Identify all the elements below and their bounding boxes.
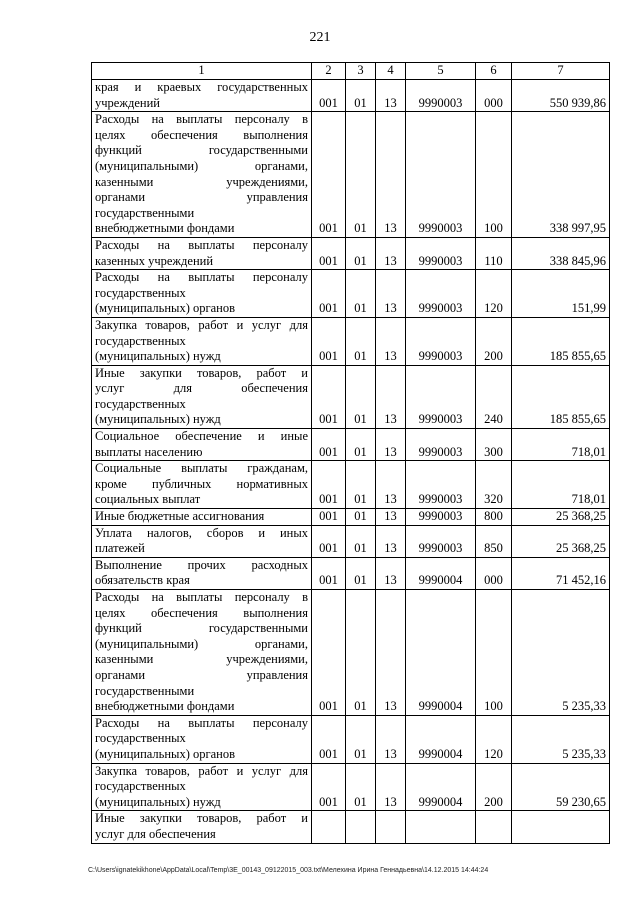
expense-name-line: Уплата налогов, сборов и иных: [95, 525, 308, 540]
expense-type-cell: 120: [476, 270, 512, 318]
table-row: [92, 715, 610, 763]
expense-name-cell: [92, 715, 312, 763]
expense-type-cell: 300: [476, 429, 512, 461]
amount-cell: 718,01: [512, 429, 610, 461]
expense-name-line: (муниципальных) органов: [95, 301, 236, 316]
expense-name-line: функций государственными: [95, 143, 308, 158]
amount-cell: 151,99: [512, 270, 610, 318]
expense-name-line: казенными учреждениями,: [95, 652, 308, 667]
expense-name-line: органами управления: [95, 190, 308, 205]
expense-name-cell: [92, 811, 312, 843]
expense-type-cell: 100: [476, 590, 512, 716]
chapter-code-cell: 001: [312, 590, 346, 716]
table-row: [92, 112, 610, 238]
amount-cell: [512, 811, 610, 843]
column-header: 3: [346, 63, 376, 80]
expense-name-line: государственными: [95, 683, 195, 698]
expense-name-line: Иные закупки товаров, работ и: [95, 811, 308, 826]
expense-name-cell: [92, 429, 312, 461]
target-article-cell: 9990003: [406, 461, 476, 509]
expense-name-line: выплаты населению: [95, 444, 203, 459]
expense-name-line: государственных: [95, 333, 186, 348]
target-article-cell: 9990004: [406, 763, 476, 811]
target-article-cell: 9990003: [406, 429, 476, 461]
target-article-cell: 9990004: [406, 715, 476, 763]
section-code-cell: 01: [346, 365, 376, 428]
chapter-code-cell: 001: [312, 525, 346, 557]
expense-name-line: (муниципальными) органами,: [95, 636, 308, 651]
subsection-code-cell: [376, 811, 406, 843]
expense-name-line: государственных: [95, 285, 186, 300]
target-article-cell: [406, 811, 476, 843]
chapter-code-cell: 001: [312, 112, 346, 238]
expense-name-cell: [92, 461, 312, 509]
subsection-code-cell: 13: [376, 112, 406, 238]
expense-name-cell: [92, 237, 312, 269]
chapter-code-cell: 001: [312, 509, 346, 526]
expense-type-cell: 200: [476, 317, 512, 365]
expense-name-line: функций государственными: [95, 621, 308, 636]
section-code-cell: 01: [346, 590, 376, 716]
subsection-code-cell: 13: [376, 429, 406, 461]
expense-name-line: казенными учреждениями,: [95, 174, 308, 189]
expense-name-line: казенных учреждений: [95, 253, 214, 268]
expense-type-cell: 120: [476, 715, 512, 763]
chapter-code-cell: 001: [312, 317, 346, 365]
amount-cell: 185 855,65: [512, 365, 610, 428]
expense-name-line: социальных выплат: [95, 492, 201, 507]
expense-name-cell: [92, 763, 312, 811]
target-article-cell: 9990003: [406, 317, 476, 365]
table-row: [92, 461, 610, 509]
expense-name-line: (муниципальных) нужд: [95, 412, 221, 427]
section-code-cell: 01: [346, 525, 376, 557]
expense-name-line: кроме публичных нормативных: [95, 476, 308, 491]
expense-name-line: государственных: [95, 396, 186, 411]
table-row: [92, 525, 610, 557]
expense-name-line: Закупка товаров, работ и услуг для: [95, 763, 308, 778]
subsection-code-cell: 13: [376, 270, 406, 318]
section-code-cell: 01: [346, 461, 376, 509]
section-code-cell: 01: [346, 237, 376, 269]
amount-cell: 5 235,33: [512, 715, 610, 763]
amount-cell: 25 368,25: [512, 525, 610, 557]
expense-name-line: Расходы на выплаты персоналу в: [95, 590, 308, 604]
expense-name-cell: [92, 112, 312, 238]
expense-name-line: (муниципальных) нужд: [95, 349, 221, 364]
subsection-code-cell: 13: [376, 317, 406, 365]
target-article-cell: 9990003: [406, 365, 476, 428]
subsection-code-cell: 13: [376, 365, 406, 428]
expense-name-line: Социальные выплаты гражданам,: [95, 461, 308, 476]
chapter-code-cell: 001: [312, 365, 346, 428]
expense-type-cell: 320: [476, 461, 512, 509]
table-row: [92, 509, 610, 526]
expense-name-cell: [92, 317, 312, 365]
subsection-code-cell: 13: [376, 80, 406, 112]
expense-name-line: Расходы на выплаты персоналу: [95, 270, 308, 285]
target-article-cell: 9990003: [406, 80, 476, 112]
section-code-cell: 01: [346, 557, 376, 589]
table-row: [92, 365, 610, 428]
expense-name-line: внебюджетными фондами: [95, 699, 235, 714]
amount-cell: 338 997,95: [512, 112, 610, 238]
expense-name-line: Социальное обеспечение и иные: [95, 429, 308, 444]
subsection-code-cell: 13: [376, 237, 406, 269]
expense-name-line: Иные бюджетные ассигнования: [95, 509, 265, 524]
expense-name-line: Расходы на выплаты персоналу в: [95, 112, 308, 127]
expense-name-cell: [92, 509, 312, 526]
chapter-code-cell: 001: [312, 80, 346, 112]
expense-type-cell: 110: [476, 237, 512, 269]
target-article-cell: 9990004: [406, 557, 476, 589]
section-code-cell: 01: [346, 112, 376, 238]
expense-name-line: края и краевых государственных: [95, 80, 308, 94]
table-row: [92, 270, 610, 318]
target-article-cell: 9990003: [406, 112, 476, 238]
expense-name-cell: [92, 525, 312, 557]
expense-type-cell: [476, 811, 512, 843]
section-code-cell: 01: [346, 270, 376, 318]
file-path-footer: C:\Users\ignatekikhone\AppData\Local\Temp\3E_00143_09122015_003.txt\Мелехина Ирина Геннадьевна\14.12.2015 14:44:24: [88, 867, 489, 874]
subsection-code-cell: 13: [376, 509, 406, 526]
column-header: 7: [512, 63, 610, 80]
chapter-code-cell: 001: [312, 461, 346, 509]
expense-name-line: услуг для обеспечения: [95, 826, 216, 841]
budget-table: [91, 62, 610, 844]
amount-cell: 5 235,33: [512, 590, 610, 716]
table-row: [92, 590, 610, 716]
table-row: [92, 557, 610, 589]
column-header: 4: [376, 63, 406, 80]
expense-name-line: Выполнение прочих расходных: [95, 557, 308, 572]
table-row: [92, 80, 610, 112]
expense-type-cell: 000: [476, 80, 512, 112]
table-body: [92, 80, 610, 844]
target-article-cell: 9990003: [406, 509, 476, 526]
expense-type-cell: 000: [476, 557, 512, 589]
table-row: [92, 763, 610, 811]
chapter-code-cell: 001: [312, 237, 346, 269]
section-code-cell: 01: [346, 80, 376, 112]
section-code-cell: 01: [346, 509, 376, 526]
subsection-code-cell: 13: [376, 525, 406, 557]
expense-name-line: государственных: [95, 731, 186, 746]
subsection-code-cell: 13: [376, 557, 406, 589]
expense-name-line: (муниципальных) нужд: [95, 794, 221, 809]
amount-cell: 185 855,65: [512, 317, 610, 365]
subsection-code-cell: 13: [376, 590, 406, 716]
section-code-cell: 01: [346, 715, 376, 763]
chapter-code-cell: 001: [312, 715, 346, 763]
section-code-cell: 01: [346, 763, 376, 811]
expense-name-line: (муниципальных) органов: [95, 746, 236, 761]
target-article-cell: 9990003: [406, 525, 476, 557]
column-header: 1: [92, 63, 312, 80]
expense-name-line: Расходы на выплаты персоналу: [95, 715, 308, 730]
amount-cell: 25 368,25: [512, 509, 610, 526]
amount-cell: 550 939,86: [512, 80, 610, 112]
expense-type-cell: 200: [476, 763, 512, 811]
chapter-code-cell: [312, 811, 346, 843]
amount-cell: 718,01: [512, 461, 610, 509]
subsection-code-cell: 13: [376, 763, 406, 811]
expense-name-line: целях обеспечения выполнения: [95, 605, 308, 620]
expense-type-cell: 100: [476, 112, 512, 238]
subsection-code-cell: 13: [376, 715, 406, 763]
table-header-row: [92, 63, 610, 80]
section-code-cell: 01: [346, 317, 376, 365]
expense-name-line: обязательств края: [95, 573, 190, 588]
target-article-cell: 9990003: [406, 270, 476, 318]
table-row: [92, 429, 610, 461]
subsection-code-cell: 13: [376, 461, 406, 509]
expense-type-cell: 850: [476, 525, 512, 557]
expense-name-line: целях обеспечения выполнения: [95, 127, 308, 142]
expense-name-line: государственными: [95, 205, 195, 220]
expense-name-line: Иные закупки товаров, работ и: [95, 365, 308, 380]
expense-type-cell: 240: [476, 365, 512, 428]
table-row: [92, 811, 610, 843]
chapter-code-cell: 001: [312, 763, 346, 811]
expense-name-line: органами управления: [95, 667, 308, 682]
chapter-code-cell: 001: [312, 429, 346, 461]
expense-name-line: Закупка товаров, работ и услуг для: [95, 317, 308, 332]
table-row: [92, 237, 610, 269]
expense-name-cell: [92, 590, 312, 716]
chapter-code-cell: 001: [312, 557, 346, 589]
expense-type-cell: 800: [476, 509, 512, 526]
expense-name-cell: [92, 270, 312, 318]
amount-cell: 59 230,65: [512, 763, 610, 811]
column-header: 5: [406, 63, 476, 80]
expense-name-line: услуг для обеспечения: [95, 381, 308, 396]
column-header: 2: [312, 63, 346, 80]
expense-name-line: платежей: [95, 541, 145, 556]
target-article-cell: 9990004: [406, 590, 476, 716]
target-article-cell: 9990003: [406, 237, 476, 269]
section-code-cell: [346, 811, 376, 843]
chapter-code-cell: 001: [312, 270, 346, 318]
expense-name-line: (муниципальными) органами,: [95, 158, 308, 173]
expense-name-cell: [92, 80, 312, 112]
expense-name-line: государственных: [95, 779, 186, 794]
expense-name-line: учреждений: [95, 95, 160, 110]
expense-name-line: внебюджетными фондами: [95, 221, 235, 236]
table-row: [92, 317, 610, 365]
expense-name-line: Расходы на выплаты персоналу: [95, 237, 308, 252]
expense-name-cell: [92, 365, 312, 428]
page-number: 221: [309, 30, 331, 45]
amount-cell: 338 845,96: [512, 237, 610, 269]
column-header: 6: [476, 63, 512, 80]
expense-name-cell: [92, 557, 312, 589]
section-code-cell: 01: [346, 429, 376, 461]
amount-cell: 71 452,16: [512, 557, 610, 589]
